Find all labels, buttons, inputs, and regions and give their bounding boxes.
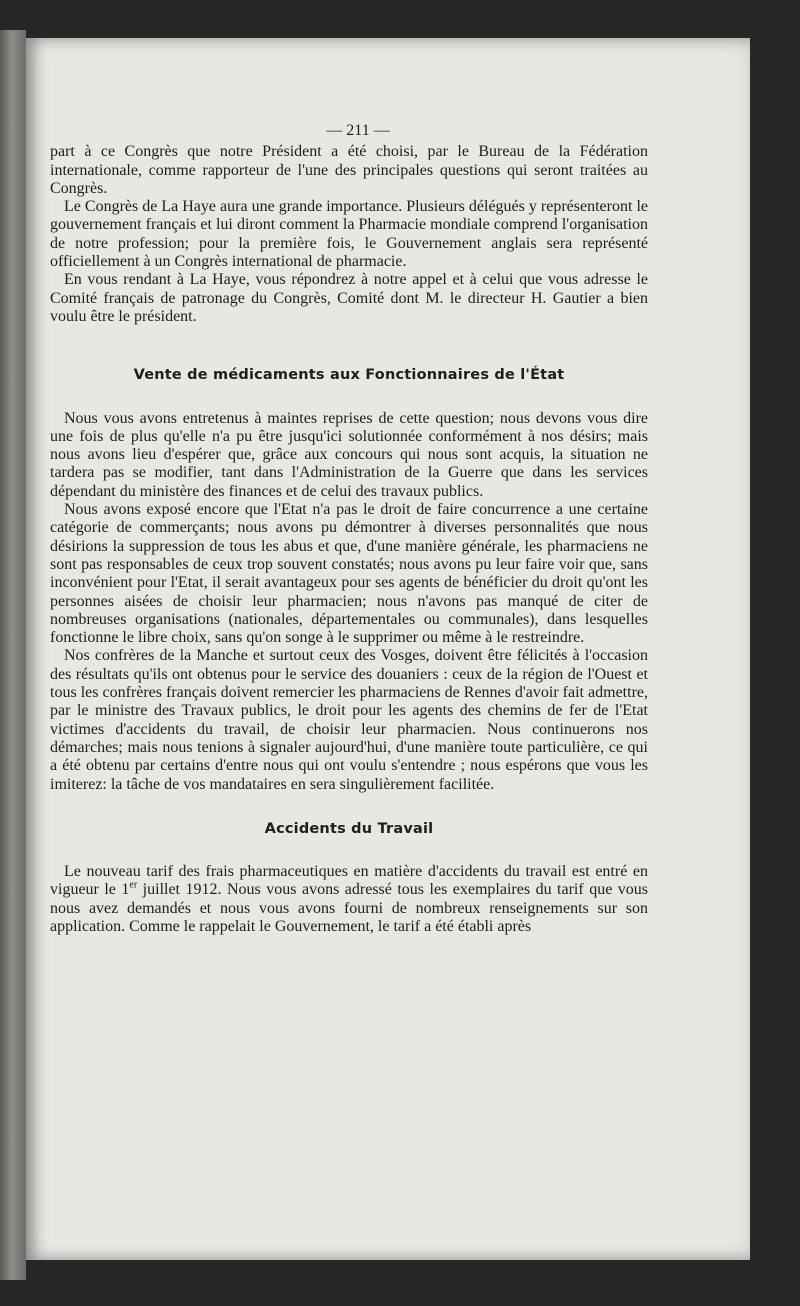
document-page xyxy=(26,38,750,1260)
ordinal-superscript: er xyxy=(129,880,138,892)
accidents-text-start: Le nouveau tarif des frais pharmaceutiques en matière d'accidents du travail est entré en vigueur le 1 xyxy=(50,863,648,899)
vente-section xyxy=(50,410,648,794)
accidents-section xyxy=(50,863,648,936)
accidents-paragraph xyxy=(50,863,648,936)
page-number: — 211 — xyxy=(326,122,390,139)
accidents-text-end: juillet 1912. Nous vous avons adressé tous les exemplaires du tarif que vous nous avez demandés et nous vous avons fourni de nombreux renseignements sur son application. Comme le rappelait le Gouvernement, le tarif a été établi après xyxy=(50,881,649,935)
previous-page-edge xyxy=(0,30,26,1280)
page-content xyxy=(50,122,648,936)
vente-paragraph: Nous avons exposé encore que l'Etat n'a pas le droit de faire concurrence a une certaine catégorie de commerçants; nous avons pu démontrer à diverses personnalités que nous désirions la suppression de tous les abus et que, d'une manière générale, les pharmaciens ne sont pas responsables de ceux trop souvent constatés; nous avons pu leur faire voir que, sans inconvénient pour l'Etat, il serait avantageux pour ses agents de bénéficier du droit qu'ont les personnes aisées de choisir leur pharmacien; nous n'avons pas manqué de citer de nombreuses organisations (nationales, départementales ou communales), dans lesquelles fonctionne le libre choix, sans qu'on songe à le supprimer ou même à le restreindre. xyxy=(50,501,648,647)
intro-paragraph: En vous rendant à La Haye, vous répondrez à notre appel et à celui que vous adresse le Comité français de patronage du Congrès, Comité dont M. le directeur H. Gautier a bien voulu être le président. xyxy=(50,271,648,325)
vente-paragraph: Nous vous avons entretenus à maintes reprises de cette question; nous devons vous dire une fois de plus qu'elle n'a pu être jusqu'ici solutionnée conformément à nos désirs; mais nous avons lieu d'espérer que, grâce aux concours qui nous sont acquis, la situation ne tardera pas se modifier, tant dans l'Administration de la Guerre que dans les services dépendant du ministère des finances et de celui des travaux publics. xyxy=(50,409,648,500)
intro-section xyxy=(50,143,648,326)
section-heading-accidents: Accidents du Travail xyxy=(264,820,434,837)
intro-paragraph: part à ce Congrès que notre Président a été choisi, par le Bureau de la Fédération internationale, comme rapporteur de l'une des principales questions qui seront traitées au Congrès. xyxy=(50,143,648,197)
vente-paragraph: Nos confrères de la Manche et surtout ceux des Vosges, doivent être félicités à l'occasion des résultats qu'ils ont obtenus pour le service des douaniers : ceux de la région de l'Ouest et tous les confrères français doivent remercier les pharmaciens de Rennes d'avoir fait admettre, par le ministre des Travaux publics, le droit pour les agents des chemins de fer de l'Etat victimes d'accidents du travail, de choisir leur pharmacien. Nous continuerons nos démarches; mais nous tenions à signaler aujourd'hui, d'une manière toute particulière, ce qui a été obtenu par certains d'entre nous qui ont voulu s'entendre ; nous espérons que vous les imiterez: la tâche de vos mandataires en sera singulièrement facilitée. xyxy=(50,647,648,793)
intro-paragraph: Le Congrès de La Haye aura une grande importance. Plusieurs délégués y représenteront le gouvernement français et lui diront comment la Pharmacie mondiale comprend l'organisation de notre profession; pour la première fois, le Gouvernement anglais sera représenté officiellement à un Congrès international de pharmacie. xyxy=(50,198,648,271)
section-heading-vente: Vente de médicaments aux Fonctionnaires de l'État xyxy=(133,367,565,384)
